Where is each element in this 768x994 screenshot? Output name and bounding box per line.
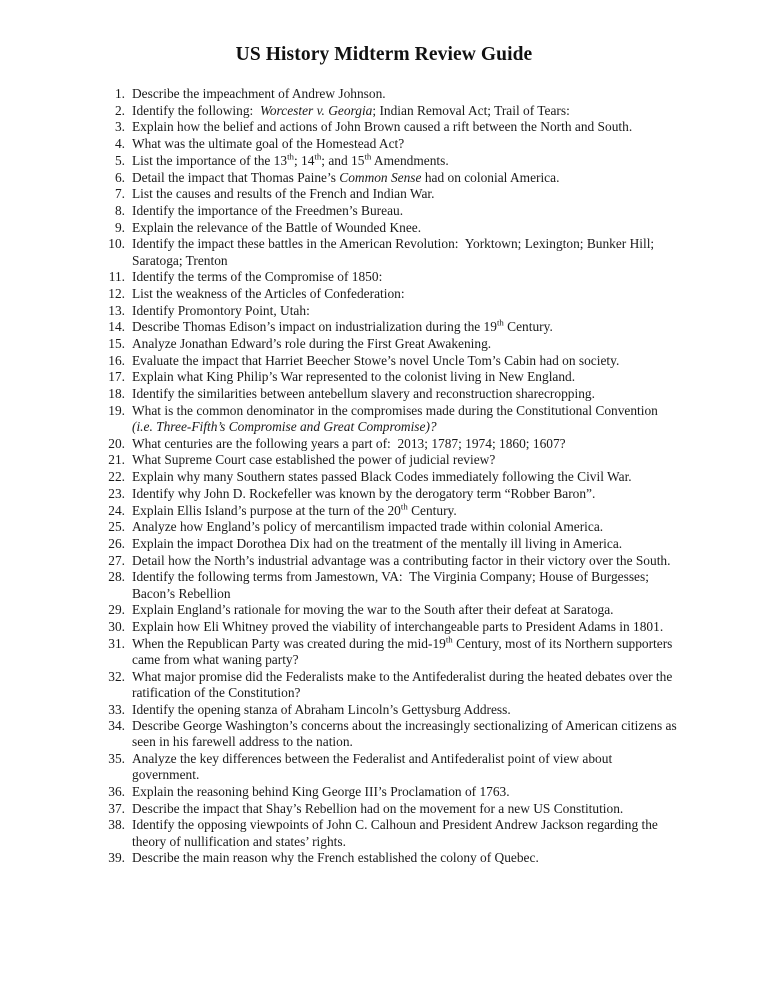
list-item-text: Identify Promontory Point, Utah: [132,302,310,318]
list-item-text: Explain the impact Dorothea Dix had on the treatment of the mentally ill living in America. [132,535,623,551]
list-item-number: 18. [108,386,125,402]
list-item-number: 26. [108,535,125,551]
list-item-text: Explain the relevance of the Battle of Wounded Knee. [132,219,422,235]
list-item-text: Identify the terms of the Compromise of 1850: [132,269,383,285]
list-item-number: 2. [114,102,125,118]
list-item-number: 27. [108,552,125,568]
list-item-number: 17. [108,369,125,385]
list-item-text: What major promise did the Federalists make to the Antifederalist during the heated debates over the ratification of the Constitution? [132,668,673,700]
list-item [104,469,678,485]
list-item-number: 11. [108,269,125,285]
list-item-text: Describe the main reason why the French established the colony of Quebec. [132,850,539,866]
list-item-text: What is the common denominator in the compromises made during the Constitutional Convention (i.e. Three-Fifth’s Compromise and Great Compromise)? [132,402,658,435]
list-item-text: Analyze how England’s policy of mercantilism impacted trade within colonial America. [132,519,604,535]
review-question-list-container [0,86,768,867]
list-item [104,619,678,635]
list-item [104,86,678,102]
list-item-text: Analyze the key differences between the Federalist and Antifederalist point of view about government. [132,751,613,783]
list-item-text: Describe Thomas Edison’s impact on industrialization during the 19th Century. [132,317,553,335]
list-item-number: 28. [108,569,125,585]
list-item-text: What centuries are the following years a part of: 2013; 1787; 1974; 1860; 1607? [132,435,566,451]
list-item-number: 4. [114,136,125,152]
page-title: US History Midterm Review Guide [235,44,533,65]
list-item-number: 32. [108,668,125,684]
list-item [104,817,678,849]
list-item-number: 20. [108,435,125,451]
list-item-number: 24. [108,502,125,518]
list-item-number: 37. [108,800,125,816]
list-item-text: Explain Ellis Island’s purpose at the turn of the 20th Century. [132,501,457,518]
list-item-text: Identify the opposing viewpoints of John C. Calhoun and President Andrew Jackson regarding the theory of nullification and states’ rights. [132,817,658,849]
list-item-text: What Supreme Court case established the power of judicial review? [132,452,496,468]
list-item [104,236,678,268]
list-item-text: Identify the impact these battles in the American Revolution: Yorktown; Lexington; Bunker Hill; Saratoga; Trenton [132,236,655,268]
list-item-number: 29. [108,602,125,618]
list-item-text: Analyze Jonathan Edward’s role during the First Great Awakening. [132,336,492,352]
list-item-text: Describe the impact that Shay’s Rebellion had on the movement for a new US Constitution. [132,800,624,816]
list-item-text: Identify the opening stanza of Abraham Lincoln’s Gettysburg Address. [132,701,511,717]
list-item [104,269,678,285]
list-item [104,784,678,800]
list-item-text: Identify the following: Worcester v. Georgia; Indian Removal Act; Trail of Tears: [132,102,570,118]
list-item-text: Identify the following terms from Jamestown, VA: The Virginia Company; House of Burgesses; Bacon’s Rebellion [132,569,649,601]
list-item-number: 30. [108,619,125,634]
list-item [104,403,678,435]
list-item [104,170,678,186]
list-item [104,801,678,817]
list-item [104,636,678,668]
list-item-text: Describe the impeachment of Andrew Johnson. [132,86,386,101]
list-item-number: 15. [108,336,125,352]
list-item-number: 10. [108,236,125,252]
list-item-text: List the causes and results of the French and Indian War. [132,186,435,202]
list-item-number: 5. [114,152,125,168]
list-item [104,119,678,135]
list-item-number: 23. [108,485,125,501]
list-item-number: 36. [108,784,125,800]
list-item-number: 39. [108,850,125,866]
list-item [104,369,678,385]
list-item [104,702,678,718]
list-item [104,669,678,701]
list-item-text: Explain what King Philip’s War represented to the colonist living in New England. [132,369,576,385]
list-item-number: 9. [114,219,125,235]
list-item-text: Identify the similarities between antebellum slavery and reconstruction sharecropping. [132,386,595,402]
list-item [104,536,678,552]
list-item [104,850,678,866]
list-item-number: 3. [114,119,125,135]
list-item-text: Explain how the belief and actions of John Brown caused a rift between the North and South. [132,119,633,135]
list-item-number: 12. [108,285,125,301]
list-item-number: 13. [108,302,125,318]
list-item-number: 19. [108,402,125,418]
list-item [104,718,678,750]
list-item-text: List the importance of the 13th; 14th; and 15th Amendments. [132,151,449,168]
list-item-text: Explain the reasoning behind King George III’s Proclamation of 1763. [132,784,510,800]
list-item [104,319,678,335]
list-item-number: 33. [108,701,125,717]
list-item-number: 14. [108,319,125,335]
list-item-number: 31. [108,635,125,651]
list-item-text: When the Republican Party was created during the mid-19th Century, most of its Northern supporters came from what waning party? [132,634,673,667]
list-item [104,186,678,202]
list-item [104,136,678,152]
list-item-number: 34. [108,718,125,734]
list-item [104,519,678,535]
review-question-list [104,86,678,867]
list-item [104,553,678,569]
list-item [104,602,678,618]
list-item-number: 1. [114,86,125,101]
list-item [104,286,678,302]
list-item-text: Identify why John D. Rockefeller was known by the derogatory term “Robber Baron”. [132,485,596,501]
list-item-number: 22. [108,469,125,485]
list-item [104,353,678,369]
list-item-text: What was the ultimate goal of the Homestead Act? [132,136,405,152]
list-item [104,336,678,352]
list-item-number: 35. [108,751,125,767]
list-item [104,503,678,519]
list-item-number: 6. [114,169,125,185]
list-item-text: Identify the importance of the Freedmen’s Bureau. [132,202,404,218]
list-item-text: Detail how the North’s industrial advantage was a contributing factor in their victory over the South. [132,552,671,568]
list-item-number: 8. [114,202,125,218]
list-item [104,103,678,119]
list-item [104,303,678,319]
list-item [104,220,678,236]
list-item-text: List the weakness of the Articles of Confederation: [132,285,405,301]
list-item-number: 38. [108,817,125,833]
list-item-number: 7. [114,186,125,202]
list-item-number: 16. [108,352,125,368]
list-item [104,203,678,219]
list-item-text: Explain why many Southern states passed Black Codes immediately following the Civil War. [132,469,632,485]
list-item-text: Evaluate the impact that Harriet Beecher Stowe’s novel Uncle Tom’s Cabin had on society. [132,352,620,368]
list-item-number: 25. [108,519,125,535]
list-item [104,153,678,169]
list-item-text: Explain England’s rationale for moving the war to the South after their defeat at Saratoga. [132,602,614,618]
list-item-number: 21. [108,452,125,468]
list-item [104,569,678,601]
list-item [104,436,678,452]
list-item [104,452,678,468]
list-item [104,751,678,783]
list-item-text: Detail the impact that Thomas Paine’s Common Sense had on colonial America. [132,169,560,185]
list-item [104,486,678,502]
list-item [104,386,678,402]
list-item-text: Explain how Eli Whitney proved the viability of interchangeable parts to President Adams in 1801. [132,619,664,634]
list-item-text: Describe George Washington’s concerns about the increasingly sectionalizing of American citizens as seen in his farewell address to the nation. [132,718,677,750]
